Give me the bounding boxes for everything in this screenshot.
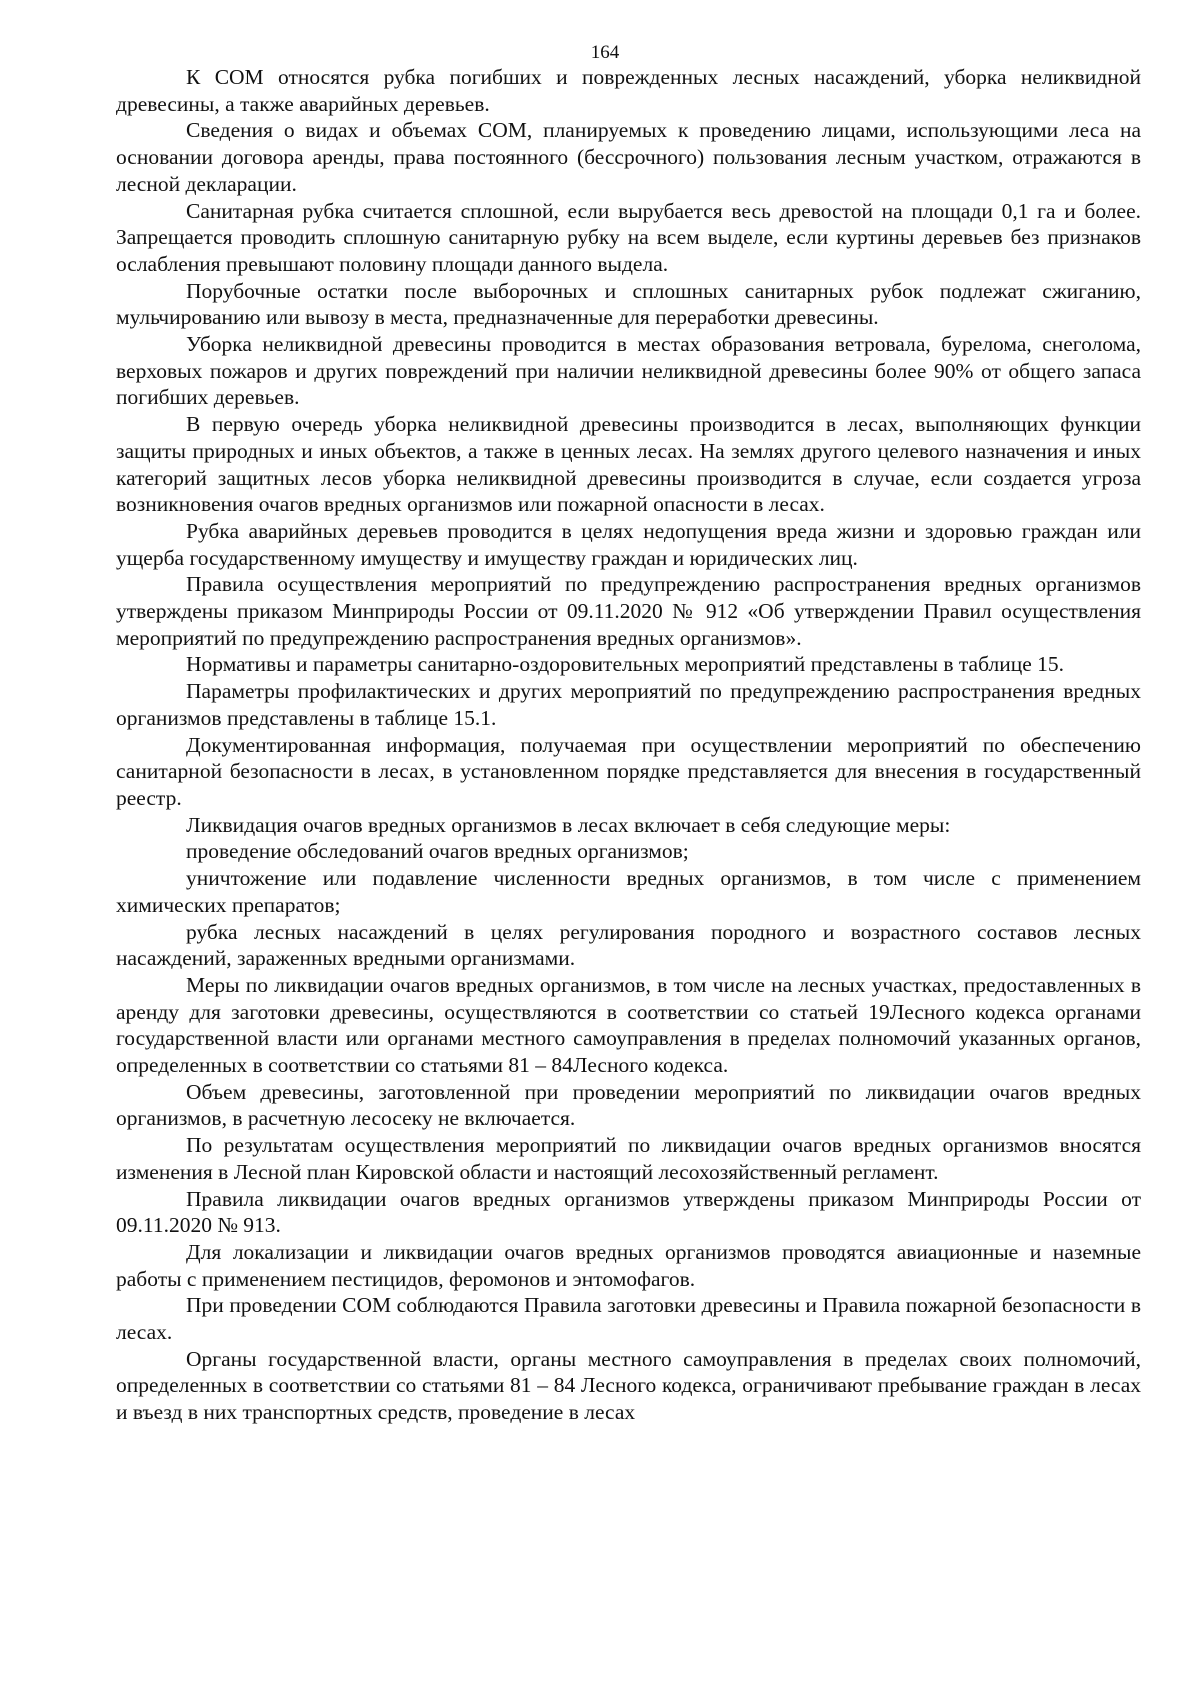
- paragraph: Уборка неликвидной древесины проводится в местах образования ветровала, бурелома, снеголома, верховых пожаров и других повреждений при наличии неликвидной древесины более 90% от общего запаса погибших деревьев.: [116, 332, 1141, 410]
- paragraph: Нормативы и параметры санитарно-оздоровительных мероприятий представлены в таблице 15.: [186, 652, 1065, 677]
- list-item: уничтожение или подавление численности вредных организмов, в том числе с применением химических препаратов;: [116, 866, 1141, 917]
- paragraph: Правила ликвидации очагов вредных организмов утверждены приказом Минприроды России от 09.11.2020 № 913.: [116, 1186, 1141, 1238]
- paragraph: При проведении СОМ соблюдаются Правила заготовки древесины и Правила пожарной безопасности в лесах.: [116, 1293, 1141, 1345]
- paragraph: Меры по ликвидации очагов вредных организмов, в том числе на лесных участках, предоставленных в аренду для заготовки древесины, осуществляются в соответствии со статьей 19Лесного кодекса органами государственной власти или органами местного самоуправления в пределах полномочий указанных органов, определенных в соответствии со статьями 81 – 84Лесного кодекса.: [116, 972, 1141, 1078]
- paragraph: Для локализации и ликвидации очагов вредных организмов проводятся авиационные и наземные работы с применением пестицидов, феромонов и энтомофагов.: [116, 1239, 1141, 1291]
- paragraph: Органы государственной власти, органы местного самоуправления в пределах своих полномочий, определенных в соответствии со статьями 81 – 84 Лесного кодекса, ограничивают пребывание граждан в лесах и въезд в них транспортных средств, проведение в лесах: [116, 1346, 1141, 1425]
- paragraph: К СОМ относятся рубка погибших и поврежденных лесных насаждений, уборка неликвидной древесины, а также аварийных деревьев.: [116, 65, 1141, 116]
- paragraph: Порубочные остатки после выборочных и сплошных санитарных рубок подлежат сжиганию, мульчированию или вывозу в места, предназначенные для переработки древесины.: [116, 278, 1141, 330]
- page-number: 164: [590, 42, 620, 63]
- paragraph: По результатам осуществления мероприятий по ликвидации очагов вредных организмов вносятся изменения в Лесной план Кировской области и настоящий лесохозяйственный регламент.: [116, 1133, 1141, 1184]
- paragraph: Рубка аварийных деревьев проводится в целях недопущения вреда жизни и здоровью граждан или ущерба государственному имуществу и имуществу граждан и юридических лиц.: [116, 518, 1141, 570]
- document-body: [116, 64, 1141, 1426]
- paragraph: Правила осуществления мероприятий по предупреждению распространения вредных организмов утверждены приказом Минприроды России от 09.11.2020 № 912 «Об утверждении Правил осуществления мероприятий по предупреждению распространения вредных организмов».: [116, 572, 1141, 650]
- list-item: проведение обследований очагов вредных организмов;: [186, 839, 689, 864]
- paragraph: Сведения о видах и объемах СОМ, планируемых к проведению лицами, использующими леса на основании договора аренды, права постоянного (бессрочного) пользования лесным участком, отражаются в лесной декларации.: [116, 118, 1141, 196]
- paragraph: В первую очередь уборка неликвидной древесины производится в лесах, выполняющих функции защиты природных и иных объектов, а также в ценных лесах. На землях другого целевого назначения и иных категорий защитных лесов уборка неликвидной древесины производится в случае, если создается угроза возникновения очагов вредных организмов или пожарной опасности в лесах.: [116, 412, 1141, 517]
- paragraph: Санитарная рубка считается сплошной, если вырубается весь древостой на площади 0,1 га и более. Запрещается проводить сплошную санитарную рубку на всем выделе, если куртины деревьев без признаков ослабления превышают половину площади данного выдела.: [116, 198, 1141, 276]
- list-item: рубка лесных насаждений в целях регулирования породного и возрастного составов лесных насаждений, зараженных вредными организмами.: [116, 919, 1141, 971]
- list-intro-paragraph: Ликвидация очагов вредных организмов в лесах включает в себя следующие меры:: [186, 812, 951, 837]
- paragraph: Параметры профилактических и других мероприятий по предупреждению распространения вредных организмов представлены в таблице 15.1.: [116, 679, 1141, 730]
- paragraph: Документированная информация, получаемая при осуществлении мероприятий по обеспечению санитарной безопасности в лесах, в установленном порядке представляется для внесения в государственный реестр.: [116, 732, 1141, 810]
- paragraph: Объем древесины, заготовленной при проведении мероприятий по ликвидации очагов вредных организмов, в расчетную лесосеку не включается.: [116, 1079, 1141, 1131]
